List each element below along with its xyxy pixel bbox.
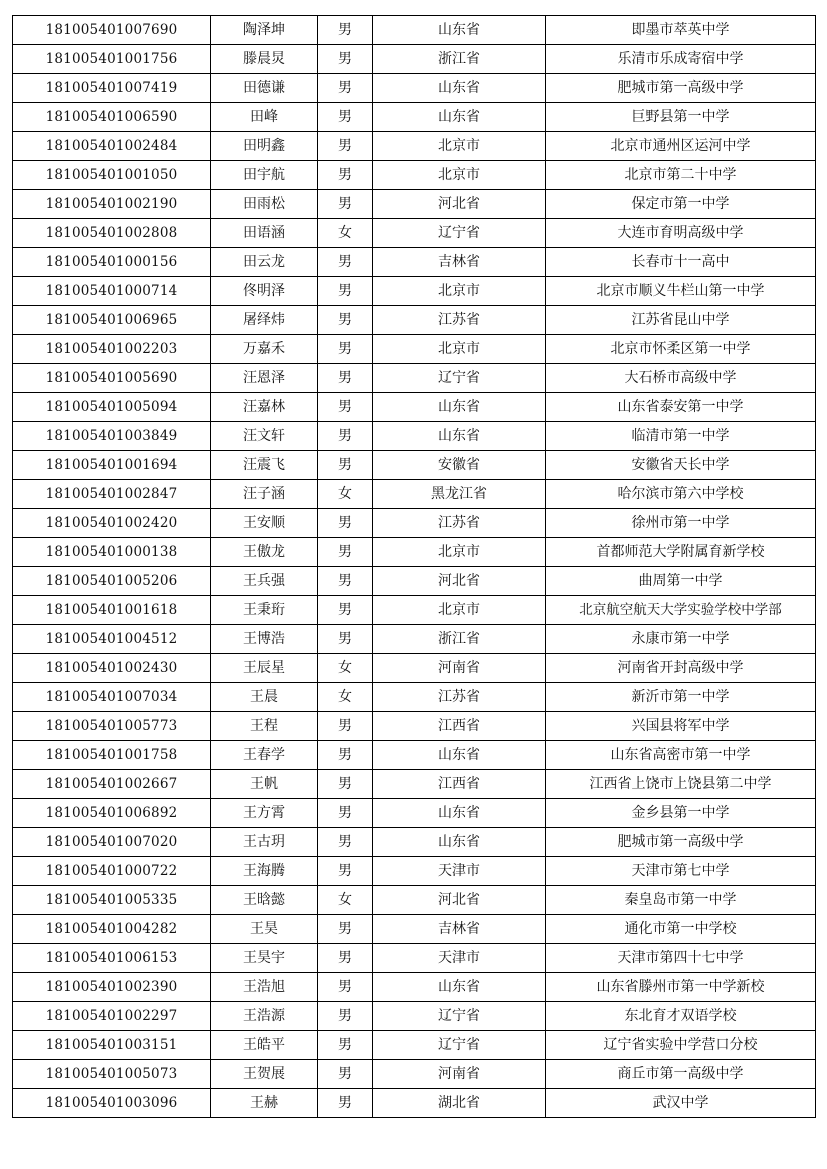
school-cell: 北京市怀柔区第一中学 <box>546 335 816 364</box>
province-cell: 山东省 <box>373 393 546 422</box>
student-id-cell: 181005401002847 <box>13 480 211 509</box>
gender-cell: 男 <box>318 248 373 277</box>
table-row <box>13 451 816 480</box>
school-cell: 永康市第一中学 <box>546 625 816 654</box>
student-id-cell: 181005401006965 <box>13 306 211 335</box>
school-cell: 江西省上饶市上饶县第二中学 <box>546 770 816 799</box>
student-name-cell: 王博浩 <box>211 625 318 654</box>
school-cell: 通化市第一中学校 <box>546 915 816 944</box>
table-row <box>13 683 816 712</box>
student-id-cell: 181005401000722 <box>13 857 211 886</box>
school-cell: 北京市通州区运河中学 <box>546 132 816 161</box>
school-cell: 长春市十一高中 <box>546 248 816 277</box>
table-row <box>13 190 816 219</box>
table-row <box>13 770 816 799</box>
province-cell: 辽宁省 <box>373 364 546 393</box>
student-name-cell: 王晗懿 <box>211 886 318 915</box>
gender-cell: 男 <box>318 741 373 770</box>
student-name-cell: 汪嘉林 <box>211 393 318 422</box>
school-cell: 徐州市第一中学 <box>546 509 816 538</box>
table-row <box>13 277 816 306</box>
gender-cell: 男 <box>318 1089 373 1118</box>
gender-cell: 男 <box>318 799 373 828</box>
school-cell: 江苏省昆山中学 <box>546 306 816 335</box>
table-row <box>13 364 816 393</box>
gender-cell: 女 <box>318 683 373 712</box>
student-id-cell: 181005401005773 <box>13 712 211 741</box>
province-cell: 辽宁省 <box>373 1002 546 1031</box>
student-name-cell: 王辰星 <box>211 654 318 683</box>
school-cell: 东北育才双语学校 <box>546 1002 816 1031</box>
table-row <box>13 1060 816 1089</box>
student-name-cell: 王海腾 <box>211 857 318 886</box>
province-cell: 河北省 <box>373 567 546 596</box>
province-cell: 北京市 <box>373 161 546 190</box>
student-name-cell: 陶泽坤 <box>211 16 318 45</box>
student-name-cell: 王昊 <box>211 915 318 944</box>
school-cell: 商丘市第一高级中学 <box>546 1060 816 1089</box>
table-row <box>13 915 816 944</box>
gender-cell: 男 <box>318 335 373 364</box>
province-cell: 浙江省 <box>373 45 546 74</box>
gender-cell: 男 <box>318 45 373 74</box>
student-id-cell: 181005401002484 <box>13 132 211 161</box>
student-id-cell: 181005401003849 <box>13 422 211 451</box>
gender-cell: 男 <box>318 915 373 944</box>
table-row <box>13 335 816 364</box>
gender-cell: 男 <box>318 103 373 132</box>
table-row <box>13 538 816 567</box>
table-row <box>13 944 816 973</box>
student-name-cell: 王浩旭 <box>211 973 318 1002</box>
student-name-cell: 王程 <box>211 712 318 741</box>
province-cell: 江苏省 <box>373 683 546 712</box>
gender-cell: 男 <box>318 451 373 480</box>
gender-cell: 男 <box>318 393 373 422</box>
student-name-cell: 滕晨炅 <box>211 45 318 74</box>
student-name-cell: 佟明泽 <box>211 277 318 306</box>
table-row <box>13 654 816 683</box>
student-name-cell: 王方霄 <box>211 799 318 828</box>
student-id-cell: 181005401005206 <box>13 567 211 596</box>
table-row <box>13 886 816 915</box>
gender-cell: 男 <box>318 857 373 886</box>
student-name-cell: 王古玥 <box>211 828 318 857</box>
table-row <box>13 103 816 132</box>
gender-cell: 男 <box>318 16 373 45</box>
student-name-cell: 王兵强 <box>211 567 318 596</box>
province-cell: 黑龙江省 <box>373 480 546 509</box>
gender-cell: 男 <box>318 538 373 567</box>
student-name-cell: 王帆 <box>211 770 318 799</box>
school-cell: 肥城市第一高级中学 <box>546 74 816 103</box>
table-row <box>13 219 816 248</box>
student-name-cell: 王春学 <box>211 741 318 770</box>
school-cell: 保定市第一中学 <box>546 190 816 219</box>
gender-cell: 男 <box>318 509 373 538</box>
student-name-cell: 王昊宇 <box>211 944 318 973</box>
table-row <box>13 596 816 625</box>
student-id-cell: 181005401007419 <box>13 74 211 103</box>
table-row <box>13 480 816 509</box>
student-name-cell: 王晨 <box>211 683 318 712</box>
gender-cell: 男 <box>318 567 373 596</box>
province-cell: 山东省 <box>373 828 546 857</box>
province-cell: 山东省 <box>373 799 546 828</box>
table-row <box>13 248 816 277</box>
table-row <box>13 161 816 190</box>
school-cell: 武汉中学 <box>546 1089 816 1118</box>
school-cell: 兴国县将军中学 <box>546 712 816 741</box>
table-row <box>13 1002 816 1031</box>
student-id-cell: 181005401006153 <box>13 944 211 973</box>
student-id-cell: 181005401003151 <box>13 1031 211 1060</box>
gender-cell: 女 <box>318 654 373 683</box>
student-id-cell: 181005401005073 <box>13 1060 211 1089</box>
student-id-cell: 181005401007690 <box>13 16 211 45</box>
student-name-cell: 万嘉禾 <box>211 335 318 364</box>
gender-cell: 男 <box>318 770 373 799</box>
gender-cell: 男 <box>318 1002 373 1031</box>
gender-cell: 男 <box>318 596 373 625</box>
school-cell: 即墨市萃英中学 <box>546 16 816 45</box>
gender-cell: 男 <box>318 625 373 654</box>
school-cell: 秦皇岛市第一中学 <box>546 886 816 915</box>
student-name-cell: 王秉珩 <box>211 596 318 625</box>
province-cell: 江苏省 <box>373 509 546 538</box>
school-cell: 大连市育明高级中学 <box>546 219 816 248</box>
province-cell: 吉林省 <box>373 915 546 944</box>
province-cell: 浙江省 <box>373 625 546 654</box>
province-cell: 河北省 <box>373 190 546 219</box>
table-row <box>13 422 816 451</box>
school-cell: 山东省高密市第一中学 <box>546 741 816 770</box>
province-cell: 辽宁省 <box>373 1031 546 1060</box>
province-cell: 河南省 <box>373 654 546 683</box>
student-id-cell: 181005401001694 <box>13 451 211 480</box>
school-cell: 安徽省天长中学 <box>546 451 816 480</box>
table-row <box>13 45 816 74</box>
table-row <box>13 1031 816 1060</box>
student-id-cell: 181005401000714 <box>13 277 211 306</box>
gender-cell: 男 <box>318 277 373 306</box>
province-cell: 北京市 <box>373 132 546 161</box>
table-row <box>13 393 816 422</box>
table-row <box>13 16 816 45</box>
school-cell: 首都师范大学附属育新学校 <box>546 538 816 567</box>
school-cell: 北京航空航天大学实验学校中学部 <box>546 596 816 625</box>
province-cell: 湖北省 <box>373 1089 546 1118</box>
school-cell: 山东省滕州市第一中学新校 <box>546 973 816 1002</box>
school-cell: 天津市第四十七中学 <box>546 944 816 973</box>
student-id-cell: 181005401002808 <box>13 219 211 248</box>
student-list-table <box>12 15 816 1118</box>
student-id-cell: 181005401003096 <box>13 1089 211 1118</box>
gender-cell: 女 <box>318 219 373 248</box>
student-id-cell: 181005401002420 <box>13 509 211 538</box>
gender-cell: 男 <box>318 190 373 219</box>
table-row <box>13 828 816 857</box>
student-id-cell: 181005401005690 <box>13 364 211 393</box>
gender-cell: 男 <box>318 161 373 190</box>
table-row <box>13 1089 816 1118</box>
school-cell: 曲周第一中学 <box>546 567 816 596</box>
student-id-cell: 181005401007020 <box>13 828 211 857</box>
gender-cell: 男 <box>318 422 373 451</box>
school-cell: 新沂市第一中学 <box>546 683 816 712</box>
student-id-cell: 181005401002390 <box>13 973 211 1002</box>
student-id-cell: 181005401002430 <box>13 654 211 683</box>
school-cell: 大石桥市高级中学 <box>546 364 816 393</box>
school-cell: 肥城市第一高级中学 <box>546 828 816 857</box>
student-id-cell: 181005401002190 <box>13 190 211 219</box>
school-cell: 临清市第一中学 <box>546 422 816 451</box>
student-name-cell: 田峰 <box>211 103 318 132</box>
table-row <box>13 74 816 103</box>
student-id-cell: 181005401000156 <box>13 248 211 277</box>
student-id-cell: 181005401001758 <box>13 741 211 770</box>
table-row <box>13 509 816 538</box>
school-cell: 北京市第二十中学 <box>546 161 816 190</box>
gender-cell: 男 <box>318 973 373 1002</box>
table-row <box>13 799 816 828</box>
province-cell: 北京市 <box>373 277 546 306</box>
student-id-cell: 181005401001050 <box>13 161 211 190</box>
table-row <box>13 973 816 1002</box>
province-cell: 山东省 <box>373 74 546 103</box>
province-cell: 北京市 <box>373 538 546 567</box>
gender-cell: 男 <box>318 132 373 161</box>
gender-cell: 男 <box>318 74 373 103</box>
student-name-cell: 汪文轩 <box>211 422 318 451</box>
school-cell: 山东省泰安第一中学 <box>546 393 816 422</box>
school-cell: 哈尔滨市第六中学校 <box>546 480 816 509</box>
province-cell: 山东省 <box>373 973 546 1002</box>
province-cell: 安徽省 <box>373 451 546 480</box>
province-cell: 山东省 <box>373 103 546 132</box>
student-name-cell: 田德谦 <box>211 74 318 103</box>
gender-cell: 男 <box>318 364 373 393</box>
student-name-cell: 田云龙 <box>211 248 318 277</box>
student-id-cell: 181005401006892 <box>13 799 211 828</box>
student-name-cell: 王贺展 <box>211 1060 318 1089</box>
student-name-cell: 田雨松 <box>211 190 318 219</box>
student-name-cell: 王安顺 <box>211 509 318 538</box>
province-cell: 江西省 <box>373 712 546 741</box>
student-id-cell: 181005401002667 <box>13 770 211 799</box>
table-body <box>13 16 816 1118</box>
school-cell: 北京市顺义牛栏山第一中学 <box>546 277 816 306</box>
student-name-cell: 田宇航 <box>211 161 318 190</box>
student-name-cell: 王赫 <box>211 1089 318 1118</box>
student-name-cell: 汪子涵 <box>211 480 318 509</box>
student-id-cell: 181005401002297 <box>13 1002 211 1031</box>
student-name-cell: 汪震飞 <box>211 451 318 480</box>
province-cell: 吉林省 <box>373 248 546 277</box>
school-cell: 乐清市乐成寄宿中学 <box>546 45 816 74</box>
province-cell: 北京市 <box>373 335 546 364</box>
gender-cell: 男 <box>318 306 373 335</box>
province-cell: 天津市 <box>373 944 546 973</box>
school-cell: 金乡县第一中学 <box>546 799 816 828</box>
province-cell: 江西省 <box>373 770 546 799</box>
province-cell: 山东省 <box>373 16 546 45</box>
table-row <box>13 741 816 770</box>
student-id-cell: 181005401006590 <box>13 103 211 132</box>
student-name-cell: 王皓平 <box>211 1031 318 1060</box>
gender-cell: 男 <box>318 1060 373 1089</box>
school-cell: 天津市第七中学 <box>546 857 816 886</box>
student-id-cell: 181005401005094 <box>13 393 211 422</box>
student-name-cell: 田明鑫 <box>211 132 318 161</box>
province-cell: 河南省 <box>373 1060 546 1089</box>
school-cell: 巨野县第一中学 <box>546 103 816 132</box>
gender-cell: 女 <box>318 480 373 509</box>
student-id-cell: 181005401004512 <box>13 625 211 654</box>
student-name-cell: 汪恩泽 <box>211 364 318 393</box>
student-id-cell: 181005401001756 <box>13 45 211 74</box>
table-row <box>13 567 816 596</box>
province-cell: 山东省 <box>373 741 546 770</box>
table-row <box>13 625 816 654</box>
gender-cell: 男 <box>318 944 373 973</box>
student-name-cell: 王傲龙 <box>211 538 318 567</box>
student-name-cell: 王浩源 <box>211 1002 318 1031</box>
gender-cell: 男 <box>318 828 373 857</box>
province-cell: 山东省 <box>373 422 546 451</box>
province-cell: 北京市 <box>373 596 546 625</box>
gender-cell: 男 <box>318 712 373 741</box>
school-cell: 辽宁省实验中学营口分校 <box>546 1031 816 1060</box>
province-cell: 天津市 <box>373 857 546 886</box>
province-cell: 辽宁省 <box>373 219 546 248</box>
gender-cell: 男 <box>318 1031 373 1060</box>
student-id-cell: 181005401004282 <box>13 915 211 944</box>
gender-cell: 女 <box>318 886 373 915</box>
province-cell: 河北省 <box>373 886 546 915</box>
table-row <box>13 306 816 335</box>
student-id-cell: 181005401007034 <box>13 683 211 712</box>
province-cell: 江苏省 <box>373 306 546 335</box>
student-id-cell: 181005401000138 <box>13 538 211 567</box>
table-row <box>13 857 816 886</box>
student-id-cell: 181005401002203 <box>13 335 211 364</box>
student-id-cell: 181005401005335 <box>13 886 211 915</box>
school-cell: 河南省开封高级中学 <box>546 654 816 683</box>
table-row <box>13 712 816 741</box>
student-name-cell: 田语涵 <box>211 219 318 248</box>
student-id-cell: 181005401001618 <box>13 596 211 625</box>
student-name-cell: 屠绎炜 <box>211 306 318 335</box>
table-row <box>13 132 816 161</box>
